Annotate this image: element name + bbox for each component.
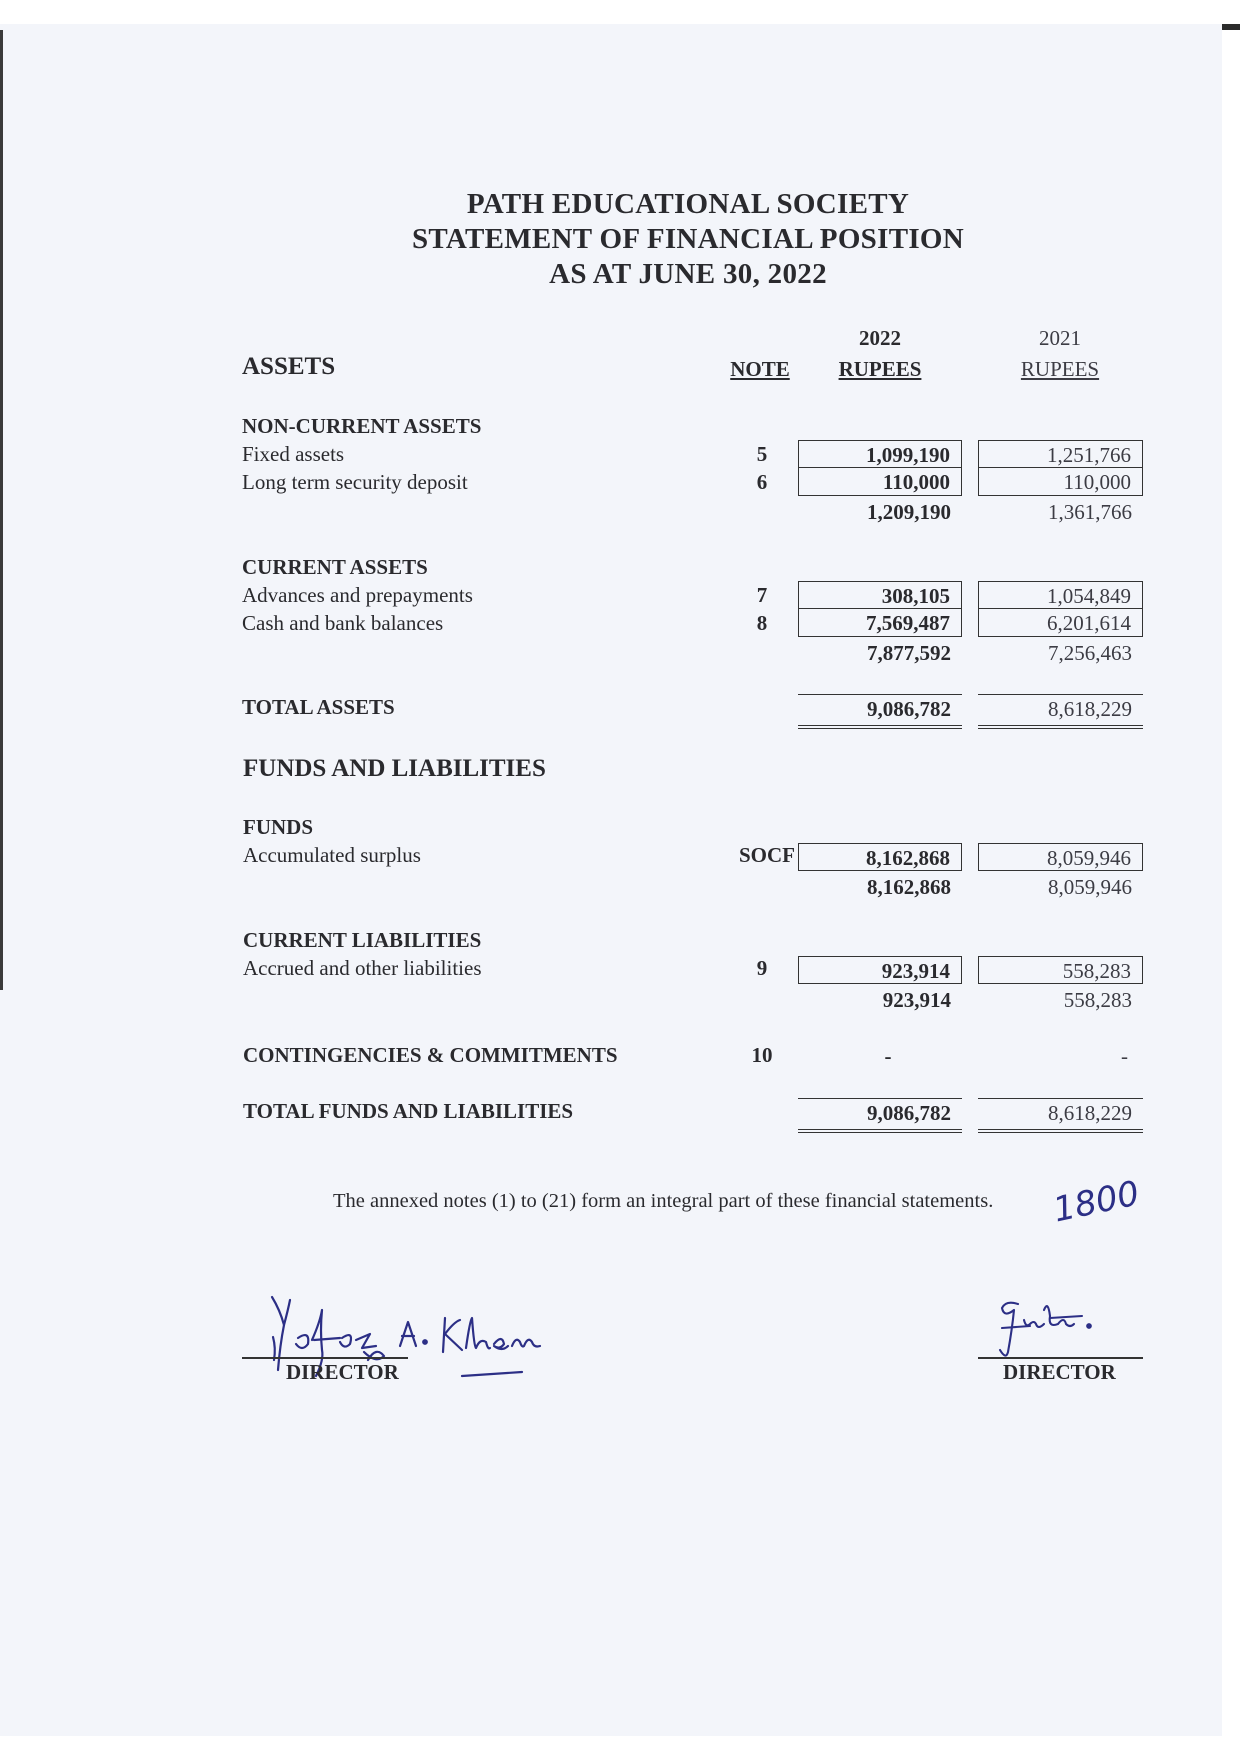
current-assets-heading: CURRENT ASSETS [242, 555, 428, 579]
non-current-subtotal-2021: 1,361,766 [1048, 500, 1132, 524]
current-liabilities-heading: CURRENT LIABILITIES [243, 928, 482, 952]
funds-subtotal-2022: 8,162,868 [867, 875, 951, 899]
fixed-assets-note: 5 [756, 442, 768, 466]
total-funds-liabilities-label: TOTAL FUNDS AND LIABILITIES [243, 1099, 574, 1123]
accumulated-surplus-2022: 8,162,868 [798, 843, 962, 871]
cash-2022: 7,569,487 [798, 609, 962, 637]
accrued-liabilities-2022: 923,914 [798, 956, 962, 984]
accrued-liabilities-label: Accrued and other liabilities [243, 956, 482, 980]
security-deposit-label: Long term security deposit [242, 470, 468, 494]
total-assets-2022: 9,086,782 [798, 694, 962, 729]
contingencies-label: CONTINGENCIES & COMMITMENTS [243, 1043, 618, 1067]
security-deposit-2021: 110,000 [978, 468, 1143, 496]
accumulated-surplus-2021: 8,059,946 [978, 843, 1143, 871]
current-liabilities-subtotal-2022: 923,914 [882, 988, 951, 1012]
funds-liabilities-heading: FUNDS AND LIABILITIES [243, 755, 546, 782]
accumulated-surplus-note: SOCF [738, 843, 795, 867]
total-assets-label: TOTAL ASSETS [242, 695, 395, 719]
year-2021-header: 2021 [1039, 326, 1081, 350]
total-funds-liabilities-2022: 9,086,782 [798, 1098, 962, 1133]
director-right-label: DIRECTOR [1003, 1360, 1116, 1384]
accrued-liabilities-note: 9 [756, 956, 768, 980]
signature-line-right [978, 1357, 1143, 1359]
fixed-assets-2022: 1,099,190 [798, 440, 962, 468]
total-assets-2021: 8,618,229 [978, 694, 1143, 729]
cash-note: 8 [756, 611, 768, 635]
security-deposit-note: 6 [756, 470, 768, 494]
fixed-assets-2021: 1,251,766 [978, 440, 1143, 468]
advances-2022: 308,105 [798, 581, 962, 609]
current-assets-subtotal-2022: 7,877,592 [867, 641, 951, 665]
cash-2021: 6,201,614 [978, 609, 1143, 637]
signature-line-left [242, 1357, 408, 1359]
funds-heading: FUNDS [243, 815, 314, 839]
contingencies-note: 10 [751, 1043, 773, 1067]
funds-subtotal-2021: 8,059,946 [1048, 875, 1132, 899]
statement-title: STATEMENT OF FINANCIAL POSITION [411, 223, 965, 255]
fixed-assets-label: Fixed assets [242, 442, 345, 466]
org-title: PATH EDUCATIONAL SOCIETY [466, 188, 910, 220]
advances-label: Advances and prepayments [242, 583, 473, 607]
accumulated-surplus-label: Accumulated surplus [243, 843, 421, 867]
initials-handwritten: 1800 [1049, 1173, 1143, 1231]
current-liabilities-subtotal-2021: 558,283 [1063, 988, 1132, 1012]
assets-heading: ASSETS [242, 353, 336, 380]
non-current-subtotal-2022: 1,209,190 [867, 500, 951, 524]
scan-edge [0, 30, 3, 990]
statement-date: AS AT JUNE 30, 2022 [549, 258, 827, 290]
cash-label: Cash and bank balances [242, 611, 444, 635]
security-deposit-2022: 110,000 [798, 468, 962, 496]
director-left-label: DIRECTOR [286, 1360, 399, 1384]
annexed-notes-statement: The annexed notes (1) to (21) form an integral part of these financial statements. [333, 1190, 994, 1212]
advances-note: 7 [756, 583, 768, 607]
contingencies-2022: - [884, 1044, 892, 1068]
current-assets-subtotal-2021: 7,256,463 [1048, 641, 1132, 665]
year-2022-header: 2022 [859, 326, 901, 350]
scan-edge-mark [1222, 24, 1240, 30]
rupees-2022-header: RUPEES [838, 357, 922, 381]
non-current-assets-heading: NON-CURRENT ASSETS [242, 414, 482, 438]
accrued-liabilities-2021: 558,283 [978, 956, 1143, 984]
note-column-header: NOTE [730, 357, 790, 381]
advances-2021: 1,054,849 [978, 581, 1143, 609]
contingencies-2021: - [1121, 1044, 1128, 1068]
signature-right [988, 1290, 1128, 1360]
total-funds-liabilities-2021: 8,618,229 [978, 1098, 1143, 1133]
rupees-2021-header: RUPEES [1020, 357, 1100, 381]
